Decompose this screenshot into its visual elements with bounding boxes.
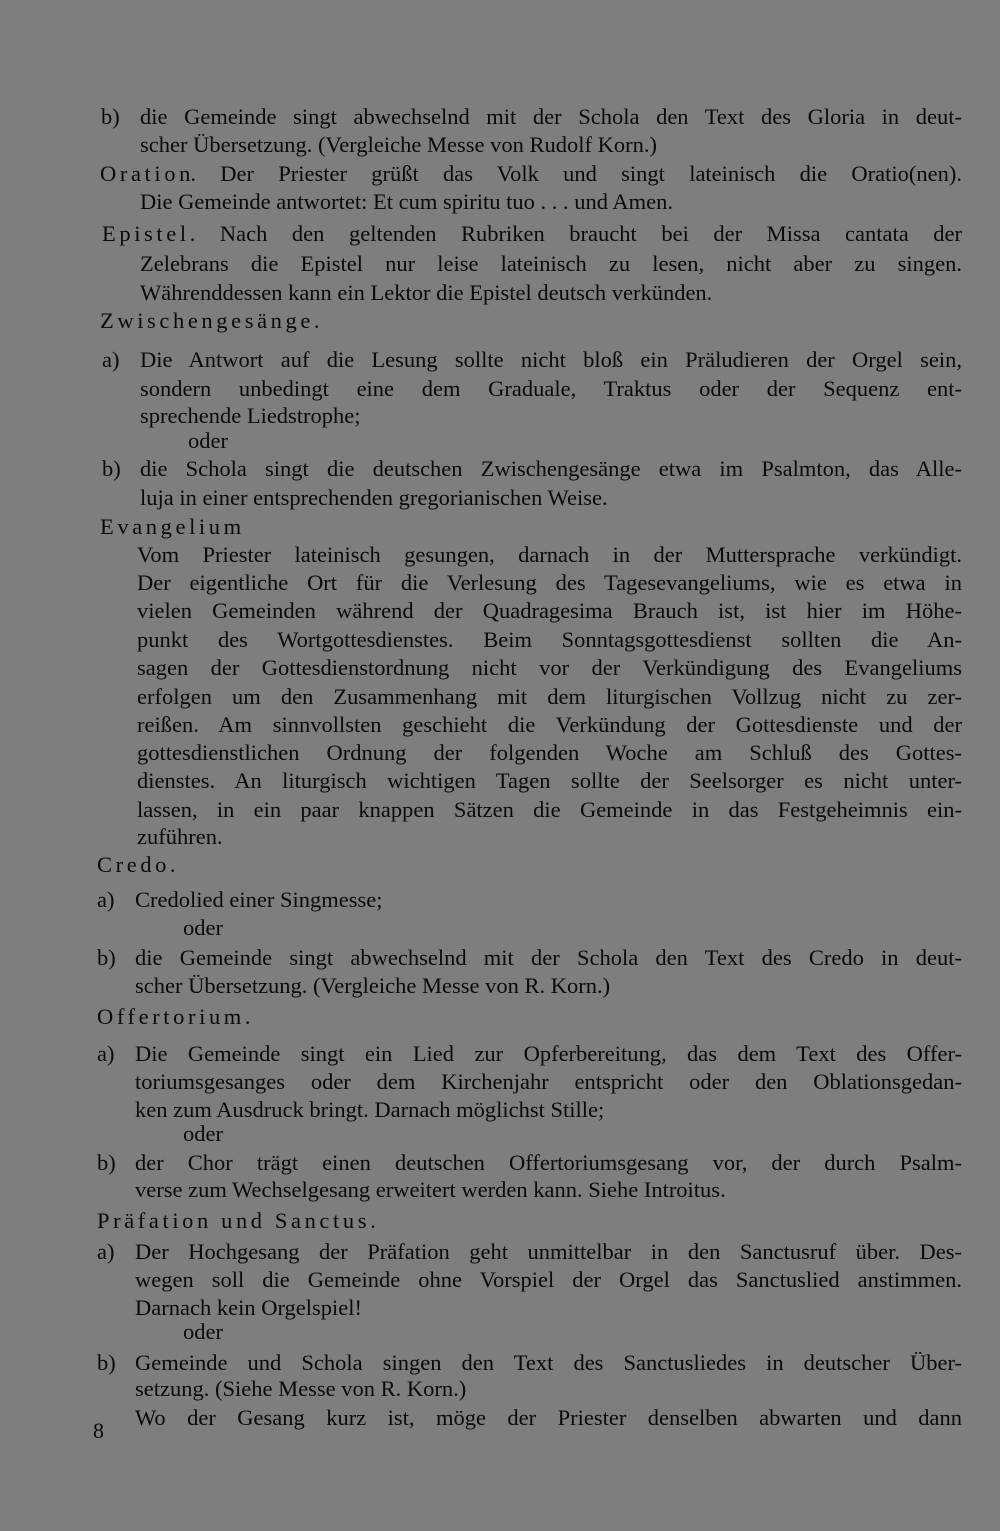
text-line: vielen Gemeinden während der Quadragesima Brauch ist, ist hier im Höhe- [137,598,962,623]
text-line: Die Antwort auf die Lesung sollte nicht bloß ein Präludieren der Orgel sein, [140,347,962,372]
text-line: Der eigentliche Ort für die Verlesung des Tagesevangeliums, wie es etwa in [137,570,962,595]
text-line: luja in einer entsprechenden gregorianischen Weise. [140,485,608,510]
section-text: . [170,852,176,877]
text-line: reißen. Am sinnvollsten geschieht die Verkündung der Gottesdienste und der [137,712,962,737]
section-text: m [223,514,242,539]
section-heading: Offertorium [97,1004,245,1029]
text-line: sondern unbedingt eine dem Graduale, Traktus oder der Sequenz ent- [140,376,962,401]
text-line: Darnach kein Orgelspiel! [135,1295,362,1320]
text-line [100,307,323,335]
list-marker: a) [97,1239,115,1264]
text-line: erfolgen um den Zusammenhang mit dem liturgischen Vollzug nicht zu zer- [137,684,962,709]
text-line: zuführen. [137,824,223,849]
list-marker: a) [97,887,115,912]
text-line: lassen, in ein paar knappen Sätzen die Gemeinde in das Festgeheimnis ein- [137,797,962,822]
text-line: wegen soll die Gemeinde ohne Vorspiel der Orgel das Sanctuslied anstimmen. [135,1267,962,1292]
section-text: n. Der Priester grüßt das Volk und singt lateinisch die Oratio(nen). [179,161,962,186]
text-line: Zelebrans die Epistel nur leise lateinisch zu lesen, nicht aber zu singen. [140,251,962,276]
text-line: gottesdienstlichen Ordnung der folgenden Woche am Schluß des Gottes- [137,740,962,765]
text-line: oder [183,1121,223,1146]
text-line: Der Hochgesang der Präfation geht unmittelbar in den Sanctusruf über. Des- [135,1239,962,1264]
text-line: Währenddessen kann ein Lektor die Epistel deutsch verkünden. [140,280,713,305]
list-marker: b) [97,1150,116,1175]
text-line [97,1207,376,1235]
section-heading: Epistel [102,221,190,246]
text-line: oder [183,1319,223,1344]
text-line: setzung. (Siehe Messe von R. Korn.) [135,1376,467,1401]
section-heading: Credo [97,852,170,877]
text-line [97,1003,251,1031]
section-text: . [244,1004,251,1029]
list-marker: b) [97,1350,116,1375]
text-line [102,220,962,248]
text-line: Credolied einer Singmesse; [135,887,383,912]
text-line: Gemeinde und Schola singen den Text des Sanctusliedes in deutscher Über- [135,1350,962,1375]
text-line [100,513,241,541]
text-line: Vom Priester lateinisch gesungen, darnach in der Muttersprache verkündigt. [137,542,962,567]
section-heading: Zwischengesänge. [100,308,324,333]
page-number: 8 [93,1418,104,1443]
text-line: Die Gemeinde antwortet: Et cum spiritu tuo . . . und Amen. [140,189,674,214]
list-marker: a) [97,1041,115,1066]
text-line: sagen der Gottesdienstordnung nicht vor der Verkündigung des Evangeliums [137,655,962,680]
text-line: die Gemeinde singt abwechselnd mit der Schola den Text des Credo in deut- [135,945,962,970]
list-marker: a) [102,347,120,372]
text-line: verse zum Wechselgesang erweitert werden kann. Siehe Introitus. [135,1177,726,1202]
text-line: sprechende Liedstrophe; [140,403,361,428]
text-line: scher Übersetzung. (Vergleiche Messe von Rudolf Korn.) [140,132,657,157]
section-heading: Oratio [100,161,180,186]
list-marker: b) [102,456,121,481]
text-line: der Chor trägt einen deutschen Offertoriumsgesang vor, der durch Psalm- [135,1150,962,1175]
text-line: ken zum Ausdruck bringt. Darnach möglichst Stille; [135,1097,605,1122]
text-line: die Schola singt die deutschen Zwischengesänge etwa im Psalmton, das Alle- [140,456,962,481]
text-line: punkt des Wortgottesdienstes. Beim Sonntagsgottesdienst sollten die An- [137,627,962,652]
text-line: die Gemeinde singt abwechselnd mit der Schola den Text des Gloria in deut- [140,104,962,129]
text-line: dienstes. An liturgisch wichtigen Tagen sollte der Seelsorger es nicht unter- [137,768,962,793]
list-marker: b) [101,104,120,129]
text-line: Die Gemeinde singt ein Lied zur Opferbereitung, das dem Text des Offer- [135,1041,962,1066]
text-line: oder [188,428,228,453]
text-line [97,851,176,879]
text-line: toriumsgesanges oder dem Kirchenjahr entspricht oder den Oblationsgedan- [135,1069,962,1094]
section-text: . Nach den geltenden Rubriken braucht bei der Missa cantata der [189,221,962,246]
section-heading: Präfation und Sanctus [97,1208,371,1233]
text-line: Wo der Gesang kurz ist, möge der Priester denselben abwarten und dann [135,1405,962,1430]
text-line: oder [183,915,223,940]
list-marker: b) [97,945,116,970]
section-text: . [370,1208,376,1233]
section-heading: Evangeliu [100,514,224,539]
text-line: scher Übersetzung. (Vergleiche Messe von R. Korn.) [135,973,611,998]
text-line [100,160,962,188]
